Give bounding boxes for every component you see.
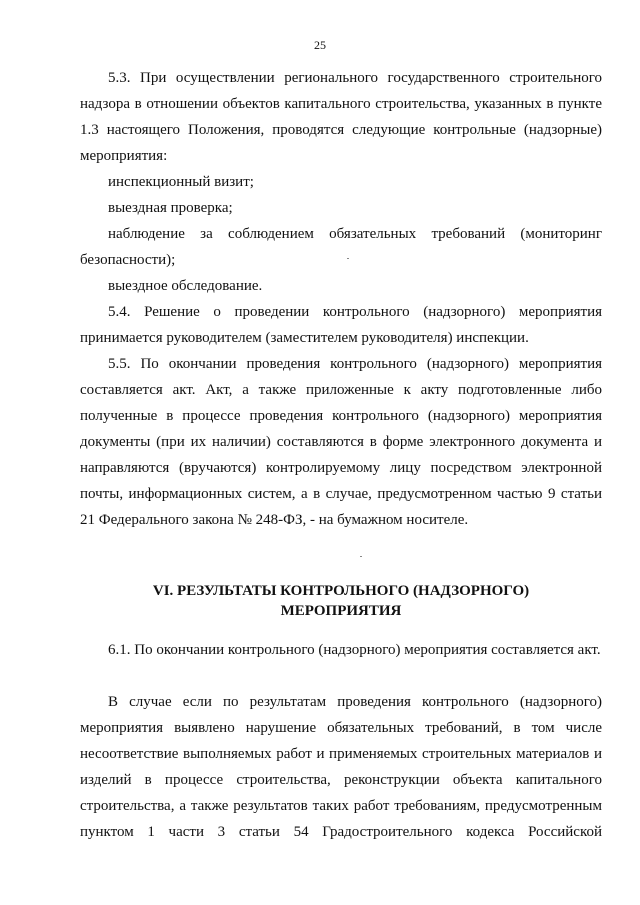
paragraph-5-5: 5.5. По окончании проведения контрольного (надзорного) мероприятия составляется акт. Акт, а также приложенные к акту подготовленные либо полученные в процессе проведения контрольного (надзорного) мероприятия документы (при их наличии) составляются в форме электронного документа и направляются (вручаются) контролируемому лицу посредством электронной почты, информационных систем, а в случае, предусмотренном частью 9 статьи 21 Федерального закона № 248-ФЗ, - на бумажном носителе. [80,356,602,528]
scan-speck [360,556,362,557]
section-heading-line-1: VI. РЕЗУЛЬТАТЫ КОНТРОЛЬНОГО (НАДЗОРНОГО) [152,583,530,599]
list-item-field-survey: выездное обследование. [108,278,263,294]
list-item-monitoring: наблюдение за соблюдением обязательных требований (мониторинг безопасности); [80,226,602,268]
scan-speck [347,258,349,259]
page-number: 25 [314,38,326,52]
paragraph-6-1: 6.1. По окончании контрольного (надзорного) мероприятия составляется акт. [108,642,601,658]
paragraph-5-3: 5.3. При осуществлении регионального государственного строительного надзора в отношении объектов капитального строительства, указанных в пункте 1.3 настоящего Положения, проводятся следующие контрольные (надзорные) мероприятия: [80,70,602,164]
section-heading-line-2: МЕРОПРИЯТИЯ [280,603,402,619]
list-item-field-check: выездная проверка; [108,200,233,216]
paragraph-5-4: 5.4. Решение о проведении контрольного (надзорного) мероприятия принимается руководителем (заместителем руководителя) инспекции. [80,304,602,346]
paragraph-violation: В случае если по результатам проведения контрольного (надзорного) мероприятия выявлено нарушение обязательных требований, в том числе несоответствие выполняемых работ и применяемых строительных материалов и изделий в процессе строительства, реконструкции объекта капитального строительства, а также результатов таких работ требованиям, предусмотренным пунктом 1 части 3 статьи 54 Градостроительного кодекса Российской [80,694,602,840]
list-item-inspection-visit: инспекционный визит; [108,174,254,190]
section-heading [80,581,602,621]
